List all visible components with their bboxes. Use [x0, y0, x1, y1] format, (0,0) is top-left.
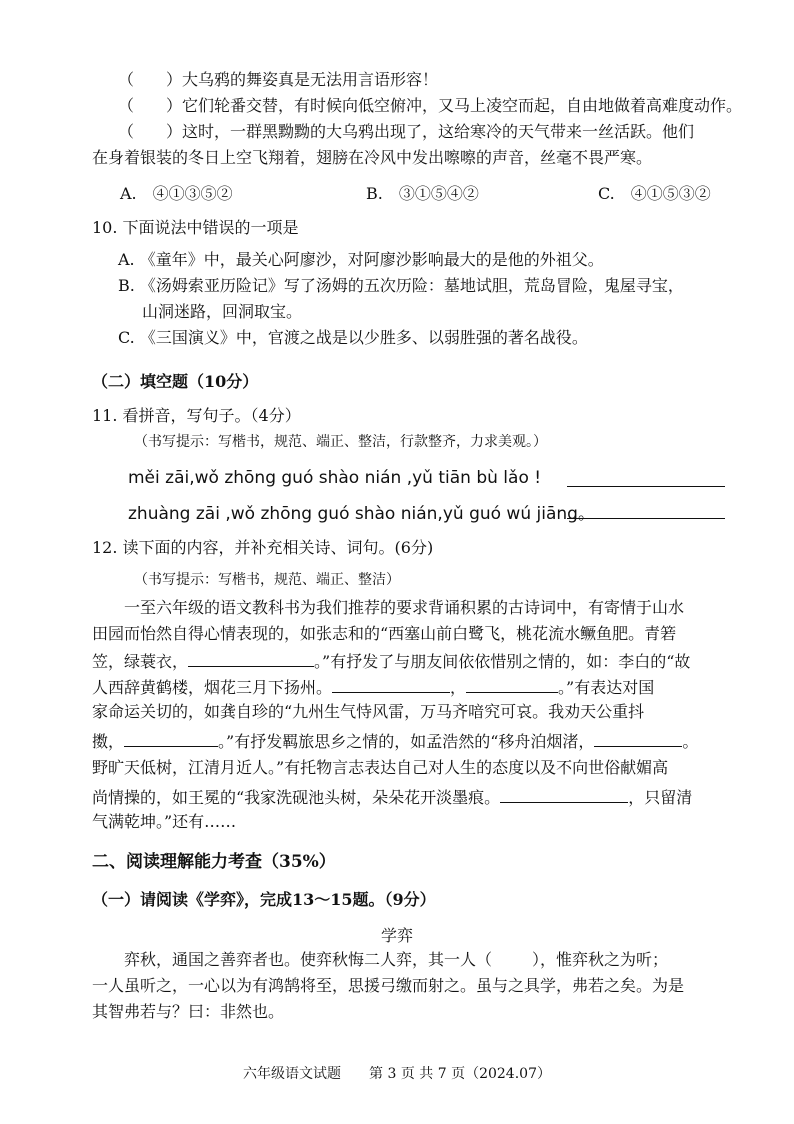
reading-part-title: 二、阅读理解能力考查（35%） [92, 852, 336, 872]
q12-stem: 12. 读下面的内容，并补充相关诗、词句。(6分) [92, 538, 434, 557]
q12-line8-text-a: 尚情操的，如王冕的“我家洗砚池头树，朵朵花开淡墨痕。 [92, 788, 501, 807]
reading-1-heading: 学弈 [380, 926, 413, 945]
q12-paragraph-line-3 [92, 650, 690, 672]
q12-blank-6[interactable] [500, 786, 628, 803]
q11-answer-line-1[interactable] [567, 486, 725, 487]
reading-1-line-3: 其智弗若与？曰：非然也。 [92, 1002, 285, 1021]
q10-option-a: A. 《童年》中，最关心阿廖沙，对阿廖沙影响最大的是他的外祖父。 [118, 250, 604, 269]
q12-paragraph-line-6 [92, 730, 698, 752]
q12-blank-5[interactable] [594, 730, 682, 747]
q12-line4-text-b: ， [450, 678, 467, 697]
q12-line6-text-b: 。”有抒发羁旅思乡之情的，如孟浩然的“移舟泊烟渚， [218, 732, 595, 751]
q9-option-b: B. ③①⑤④② [366, 184, 479, 203]
fill-blank-section-title: （二）填空题（10分） [92, 372, 259, 391]
q10-option-b-continued: 山洞迷路，回洞取宝。 [142, 302, 303, 321]
q12-paragraph-line-2: 田园而怡然自得心情表现的，如张志和的“西塞山前白鹭飞，桃花流水鳜鱼肥。青箬 [92, 624, 677, 643]
q11-pinyin-1: měi zāi,wǒ zhōng guó shào nián ,yǔ tiān bù lǎo ! [128, 468, 542, 488]
q12-line4-text-a: 人西辞黄鹤楼，烟花三月下扬州。 [92, 678, 333, 697]
q9-item-3: （ ）这时，一群黑黝黝的大乌鸦出现了，这给寒冷的天气带来一丝活跃。他们 [118, 122, 695, 141]
reading-1-line1-text-b: ），惟弈秋之为听； [532, 950, 669, 969]
page-footer: 六年级语文试题 第 3 页 共 7 页（2024.07） [243, 1066, 551, 1082]
q11-stem: 11. 看拼音，写句子。（4分） [92, 406, 301, 425]
q12-blank-3[interactable] [466, 676, 558, 693]
q10-option-c: C. 《三国演义》中，官渡之战是以少胜多、以弱胜强的著名战役。 [118, 328, 588, 347]
q9-option-a: A. ④①③⑤② [120, 184, 233, 203]
q12-paragraph-line-8 [92, 786, 692, 808]
q9-item-3-continued: 在身着银装的冬日上空飞翔着，翅膀在冷风中发出嚓嚓的声音，丝毫不畏严寒。 [92, 148, 653, 167]
reading-1-line-1 [124, 950, 668, 970]
q9-item-1: （ ）大乌鸦的舞姿真是无法用言语形容！ [118, 70, 439, 89]
q9-item-2: （ ）它们轮番交替，有时候向低空俯冲，又马上凌空而起，自由地做着高难度动作。 [118, 96, 743, 115]
q12-paragraph-line-4 [92, 676, 654, 698]
q12-writing-hint: （书写提示：写楷书，规范、端正、整洁） [134, 572, 400, 588]
q12-paragraph-line-7: 野旷天低树，江清月近人。”有托物言志表达自己对人生的态度以及不向世俗献媚高 [92, 758, 669, 777]
q11-answer-line-2[interactable] [567, 518, 725, 519]
q12-blank-1[interactable] [188, 650, 314, 667]
q9-option-c: C. ④①⑤③② [598, 184, 711, 203]
q12-line4-text-c: 。”有表达对国 [558, 678, 655, 697]
reading-1-line1-text-a: 弈秋，通国之善弈者也。使弈秋悔二人弈，其一人（ [124, 950, 493, 969]
q11-writing-hint: （书写提示：写楷书，规范、端正、整洁，行款整齐，力求美观。） [134, 434, 547, 450]
q12-paragraph-line-1: 一至六年级的语文教科书为我们推荐的要求背诵积累的古诗词中，有寄情于山水 [124, 598, 685, 617]
reading-1-title: （一）请阅读《学弈》，完成13～15题。（9分） [92, 890, 436, 909]
q11-pinyin-2: zhuàng zāi ,wǒ zhōng guó shào nián,yǔ guó wú jiāng。 [128, 504, 595, 524]
q12-blank-4[interactable] [124, 730, 218, 747]
q12-blank-2[interactable] [332, 676, 450, 693]
q12-line3-text-b: 。”有抒发了与朋友间依依惜别之情的，如：李白的“故 [314, 652, 691, 671]
q12-line8-text-b: ，只留清 [628, 788, 693, 807]
q12-paragraph-line-5: 家命运关切的，如龚自珍的“九州生气恃风雷，万马齐喑究可哀。我劝天公重抖 [92, 702, 645, 721]
q12-line6-text-c: 。 [682, 732, 699, 751]
q10-option-b: B. 《汤姆索亚历险记》写了汤姆的五次历险：墓地试胆，荒岛冒险，鬼屋寻宝， [118, 276, 684, 295]
reading-1-line-2: 一人虽听之，一心以为有鸿鹄将至，思援弓缴而射之。虽与之具学，弗若之矣。为是 [92, 976, 685, 995]
q12-line6-text-a: 擞， [92, 732, 125, 751]
q12-line3-text-a: 笠，绿蓑衣， [92, 652, 189, 671]
q12-paragraph-line-9: 气满乾坤。”还有…… [92, 812, 237, 831]
q10-stem: 10. 下面说法中错误的一项是 [92, 218, 299, 237]
